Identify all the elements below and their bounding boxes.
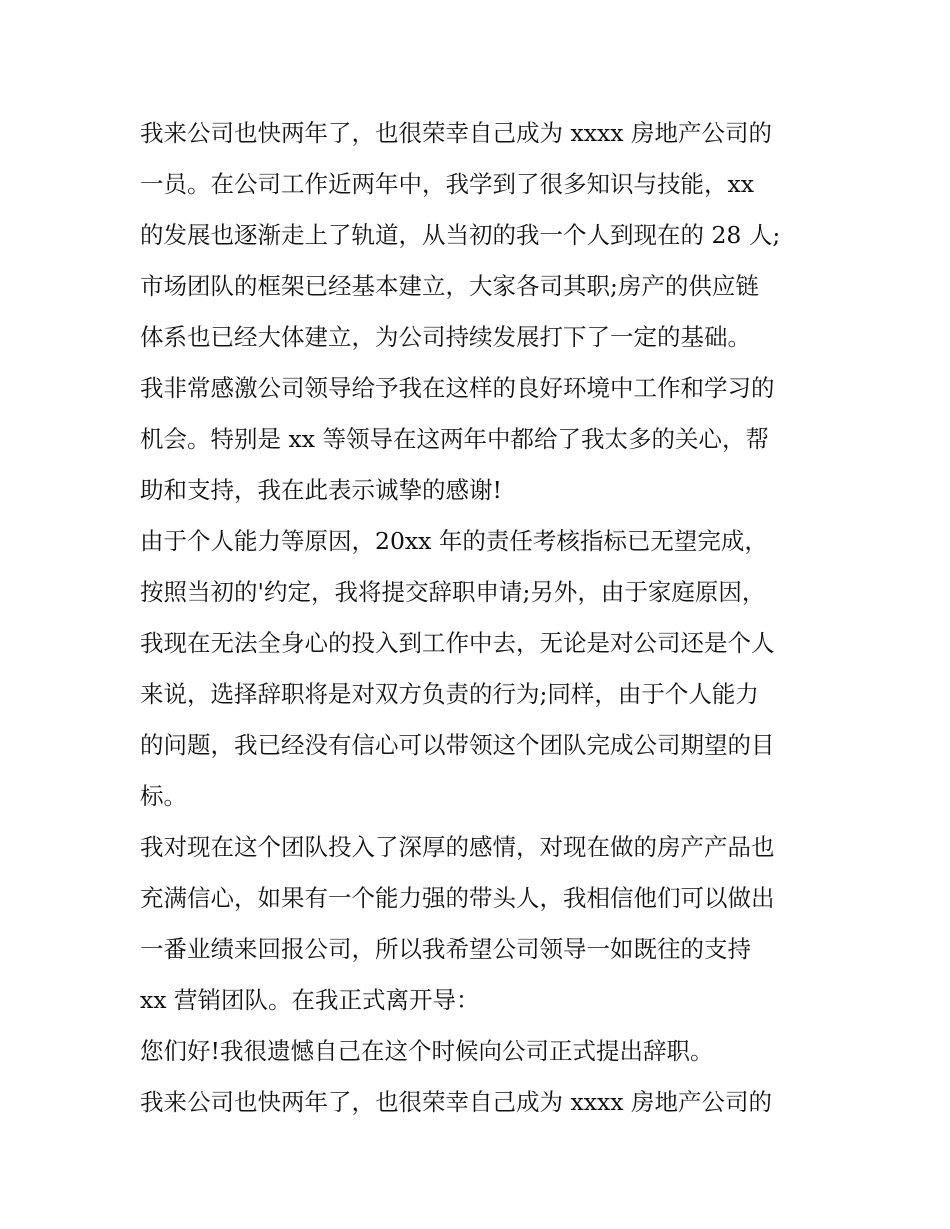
text-line: 我对现在这个团队投入了深厚的感情，对现在做的房产产品也: [140, 833, 775, 861]
text-line: 一员。在公司工作近两年中，我学到了很多知识与技能，xx: [140, 170, 755, 198]
text-line: 我来公司也快两年了，也很荣幸自己成为 xxxx 房地产公司的: [140, 1088, 772, 1116]
text-line: 机会。特别是 xx 等领导在这两年中都给了我太多的关心，帮: [140, 425, 769, 453]
text-line: 我来公司也快两年了，也很荣幸自己成为 xxxx 房地产公司的: [140, 119, 772, 147]
letter-body: [140, 108, 830, 1128]
text-line: 我现在无法全身心的投入到工作中去，无论是对公司还是个人: [140, 629, 775, 657]
text-line: 助和支持，我在此表示诚挚的感谢!: [140, 476, 502, 504]
text-line: 标。: [140, 782, 187, 810]
text-line: 市场团队的框架已经基本建立，大家各司其职;房产的供应链: [140, 272, 759, 300]
text-line: 一番业绩来回报公司，所以我希望公司领导一如既往的支持: [140, 935, 751, 963]
text-line: 按照当初的'约定，我将提交辞职申请;另外，由于家庭原因，: [140, 578, 766, 606]
text-line: 体系也已经大体建立，为公司持续发展打下了一定的基础。: [140, 323, 751, 351]
text-line: xx 营销团队。在我正式离开导：: [140, 986, 480, 1014]
text-line: 由于个人能力等原因，20xx 年的责任考核指标已无望完成，: [140, 527, 768, 555]
text-line: 您们好!我很遗憾自己在这个时候向公司正式提出辞职。: [140, 1037, 714, 1065]
text-line: 的问题，我已经没有信心可以带领这个团队完成公司期望的目: [140, 731, 775, 759]
text-line: 的发展也逐渐走上了轨道，从当初的我一个人到现在的 28 人;: [140, 221, 781, 249]
text-line: 我非常感激公司领导给予我在这样的良好环境中工作和学习的: [140, 374, 775, 402]
text-line: 充满信心，如果有一个能力强的带头人，我相信他们可以做出: [140, 884, 775, 912]
text-line: 来说，选择辞职将是对双方负责的行为;同样，由于个人能力: [140, 680, 759, 708]
